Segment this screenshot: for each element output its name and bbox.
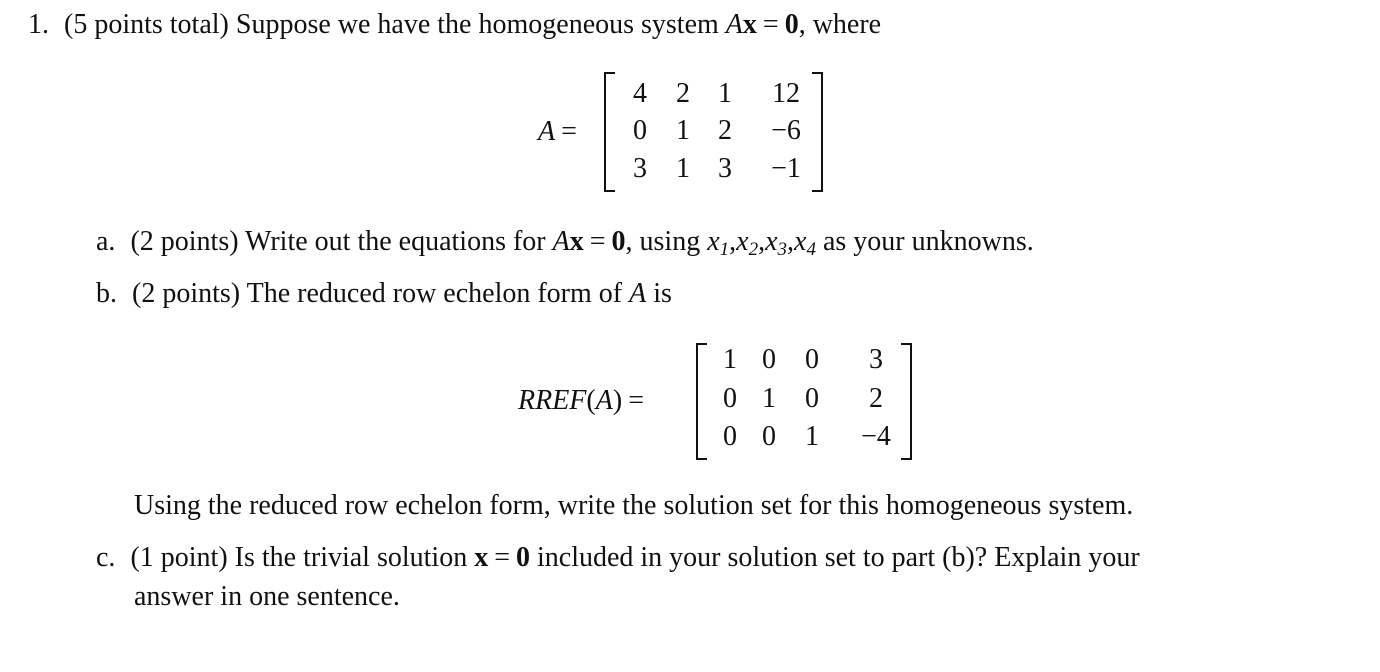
matrix-rref-cell: 0 — [723, 383, 737, 414]
part-c-text: Is the trivial solution — [234, 542, 468, 573]
part-b-text-end: is — [653, 278, 672, 309]
part-c-continuation: answer in one sentence. — [134, 581, 400, 612]
part-c-points: (1 point) — [130, 542, 228, 573]
unknown-sep: , — [758, 226, 766, 257]
unknown-x1 — [707, 226, 730, 260]
question-intro: Suppose we have the homogeneous system — [235, 9, 719, 40]
unknown-sep: , — [729, 226, 737, 257]
rref-name: RREF — [518, 385, 587, 416]
part-a-eq-equals: = — [589, 226, 606, 257]
matrix-a-cell: 3 — [633, 153, 647, 184]
rref-equals: = — [628, 385, 644, 416]
unknown-x4 — [794, 226, 816, 260]
matrix-rref-cell: 1 — [762, 383, 776, 414]
eq-matrix-A: A — [725, 9, 743, 40]
rref-paren-open: ( — [586, 385, 596, 416]
matrix-rref-label — [518, 384, 650, 418]
part-c — [96, 541, 1140, 575]
question-after-eq: , where — [798, 9, 882, 40]
part-a — [96, 225, 1034, 259]
unknown-subscript: 3 — [777, 239, 788, 260]
matrix-a-left-bracket — [604, 72, 615, 192]
matrix-a-cell: 0 — [633, 115, 647, 146]
matrix-rref-cell: 0 — [805, 383, 819, 414]
part-b-followup: Using the reduced row echelon form, write the solution set for this homogeneous system. — [134, 490, 1134, 521]
matrix-rref-cell: 1 — [805, 421, 819, 452]
matrix-a-cell: 12 — [772, 78, 800, 109]
matrix-a-cell: 2 — [718, 115, 732, 146]
part-a-points: (2 points) — [130, 226, 239, 257]
matrix-rref-cell: 0 — [805, 344, 819, 375]
unknown-x3 — [765, 226, 788, 260]
question-1-header — [28, 8, 881, 42]
part-c-eq-x: x — [474, 542, 489, 573]
unknown-var: x — [707, 226, 720, 257]
part-b — [96, 277, 672, 311]
unknown-var: x — [765, 226, 778, 257]
part-a-text-using: , using — [625, 226, 701, 257]
part-a-eq-zero: 0 — [611, 226, 626, 257]
unknown-var: x — [794, 226, 807, 257]
matrix-rref-cell: −4 — [861, 421, 891, 452]
matrix-a-cell: 2 — [676, 78, 690, 109]
matrix-rref-left-bracket — [696, 343, 707, 460]
part-a-eq-x: x — [569, 226, 584, 257]
part-b-var: A — [629, 278, 647, 309]
matrix-a-cell: −6 — [771, 115, 801, 146]
matrix-a-cell: 4 — [633, 78, 647, 109]
unknown-x2 — [736, 226, 759, 260]
part-c-eq-equals: = — [494, 542, 510, 573]
unknown-subscript: 4 — [806, 239, 816, 260]
matrix-rref-cell: 0 — [723, 421, 737, 452]
part-b-label: b. — [96, 278, 117, 309]
unknown-var: x — [736, 226, 749, 257]
matrix-a-cell: 1 — [676, 153, 690, 184]
matrix-rref-cell: 0 — [762, 421, 776, 452]
part-c-label: c. — [96, 542, 116, 573]
eq-zero-vector: 0 — [784, 9, 799, 40]
part-a-text-end: as your unknowns. — [822, 226, 1034, 257]
unknown-sep: , — [787, 226, 795, 257]
part-b-points: (2 points) — [132, 278, 241, 309]
part-a-label: a. — [96, 226, 116, 257]
matrix-rref-cell: 0 — [762, 344, 776, 375]
matrix-a-cell: −1 — [771, 153, 801, 184]
matrix-rref-cell: 2 — [869, 383, 883, 414]
unknown-subscript: 1 — [719, 239, 730, 260]
matrix-a-label — [538, 115, 583, 149]
question-number: 1. — [28, 9, 49, 40]
part-a-eq-A: A — [552, 226, 570, 257]
rref-arg: A — [595, 385, 613, 416]
part-a-text: Write out the equations for — [245, 226, 546, 257]
matrix-a-cell: 1 — [676, 115, 690, 146]
eq-equals: = — [762, 9, 779, 40]
question-points: (5 points total) — [64, 9, 229, 40]
part-c-eq-zero: 0 — [515, 542, 530, 573]
matrix-a-cell: 1 — [718, 78, 732, 109]
matrix-a-cell: 3 — [718, 153, 732, 184]
matrix-rref-cell: 3 — [869, 344, 883, 375]
unknown-subscript: 2 — [748, 239, 759, 260]
matrix-a-equals: = — [561, 116, 577, 147]
matrix-rref-cell: 1 — [723, 344, 737, 375]
part-b-text: The reduced row echelon form of — [246, 278, 623, 309]
matrix-a-name: A — [538, 116, 556, 147]
rref-paren-close: ) — [612, 385, 623, 416]
part-c-text-2: included in your solution set to part (b)? Explain your — [536, 542, 1140, 573]
eq-vector-x: x — [742, 9, 757, 40]
